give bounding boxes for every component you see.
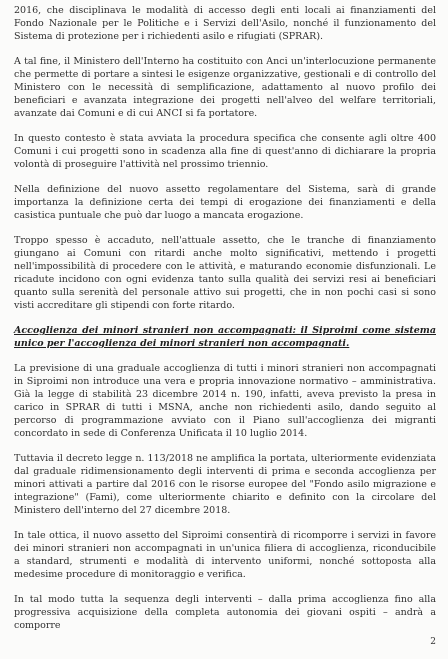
paragraph-regulatory-assets: Nella definizione del nuovo assetto regolamentare del Sistema, sarà di grande importanza la definizione certa dei tempi di erogazione dei finanziamenti e della casistica puntuale che può dar luogo a mancata erogazione. bbox=[14, 184, 436, 221]
paragraph-procedure: In questo contesto è stata avviata la procedura specifica che consente agli oltre 400 Comuni i cui progetti sono in scadenza alla fine di quest'anno di dichiarare la propria volontà di proseguire l'attività nel prossimo triennio. bbox=[14, 133, 436, 170]
section-heading-msna: Accoglienza dei minori stranieri non accompagnati: il Siproimi come sistema unico per l'accoglienza dei minori stranieri non accompagnati. bbox=[14, 325, 436, 349]
paragraph-anci-interlocution: A tal fine, il Ministero dell'Interno ha costituito con Anci un'interlocuzione permanente che permette di portare a sintesi le esigenze organizzative, gestionali e di controllo del Ministero con le necessità di semplificazione, adattamento al nuovo profilo dei beneficiari e avanzata integrazione dei progetti nell'alveo del welfare territoriali, avanzate dai Comuni e di cui ANCI si fa portatore. bbox=[14, 56, 436, 119]
paragraph-decree-113: Tuttavia il decreto legge n. 113/2018 ne amplifica la portata, ulteriormente evidenziata dal graduale ridimensionamento degli interventi di prima e seconda accoglienza per minori attivati a partire dal 2016 con le risorse europee del "Fondo asilo migrazione e integrazione" (Fami), come ulteriormente chiarito e definito con la circolare del Ministero dell'interno del 27 dicembre 2018. bbox=[14, 453, 436, 516]
paragraph-funding-delays: Troppo spesso è accaduto, nell'attuale assetto, che le tranche di finanziamento giungano ai Comuni con ritardi anche molto significativi, mettendo i progetti nell'impossibilità di procedere con le attività, e maturando economie disfunzionali. Le ricadute incidono con ogni evidenza tanto sulla qualità dei servizi resi ai beneficiari quanto sulla serenità del personale attivo sui progetti, che in non pochi casi si sono visti accreditare gli stipendi con forte ritardo. bbox=[14, 235, 436, 311]
page-number: 2 bbox=[430, 637, 436, 647]
paragraph-msna-gradual: La previsione di una graduale accoglienza di tutti i minori stranieri non accompagnati in Siproimi non introduce una vera e propria innovazione normativo – amministrativa. Già la legge di stabilità 23 dicembre 2014 n. 190, infatti, aveva previsto la presa in carico in SPRAR di tutti i MSNA, anche non richiedenti asilo, dando seguito al percorso di programmazione avviato con il Piano sull'accoglienza dei migranti concordato in sede di Conferenza Unificata il 10 luglio 2014. bbox=[14, 363, 436, 439]
paragraph-siproimi-single-chain: In tale ottica, il nuovo assetto del Siproimi consentirà di ricomporre i servizi in favore dei minori stranieri non accompagnati in un'unica filiera di accoglienza, riconducibile a standard, strumenti e modalità di intervento uniformi, nonché sottoposta alla medesime procedure di monitoraggio e verifica. bbox=[14, 530, 436, 580]
paragraph-sprar-intro: 2016, che disciplinava le modalità di accesso degli enti locali ai finanziamenti del Fondo Nazionale per le Politiche e i Servizi dell'Asilo, nonché il funzionamento del Sistema di protezione per i richiedenti asilo e rifugiati (SPRAR). bbox=[14, 5, 436, 42]
paragraph-intervention-sequence: In tal modo tutta la sequenza degli interventi – dalla prima accoglienza fino alla progressiva acquisizione della completa autonomia dei giovani ospiti – andrà a comporre bbox=[14, 594, 436, 631]
document-body bbox=[14, 4, 436, 644]
